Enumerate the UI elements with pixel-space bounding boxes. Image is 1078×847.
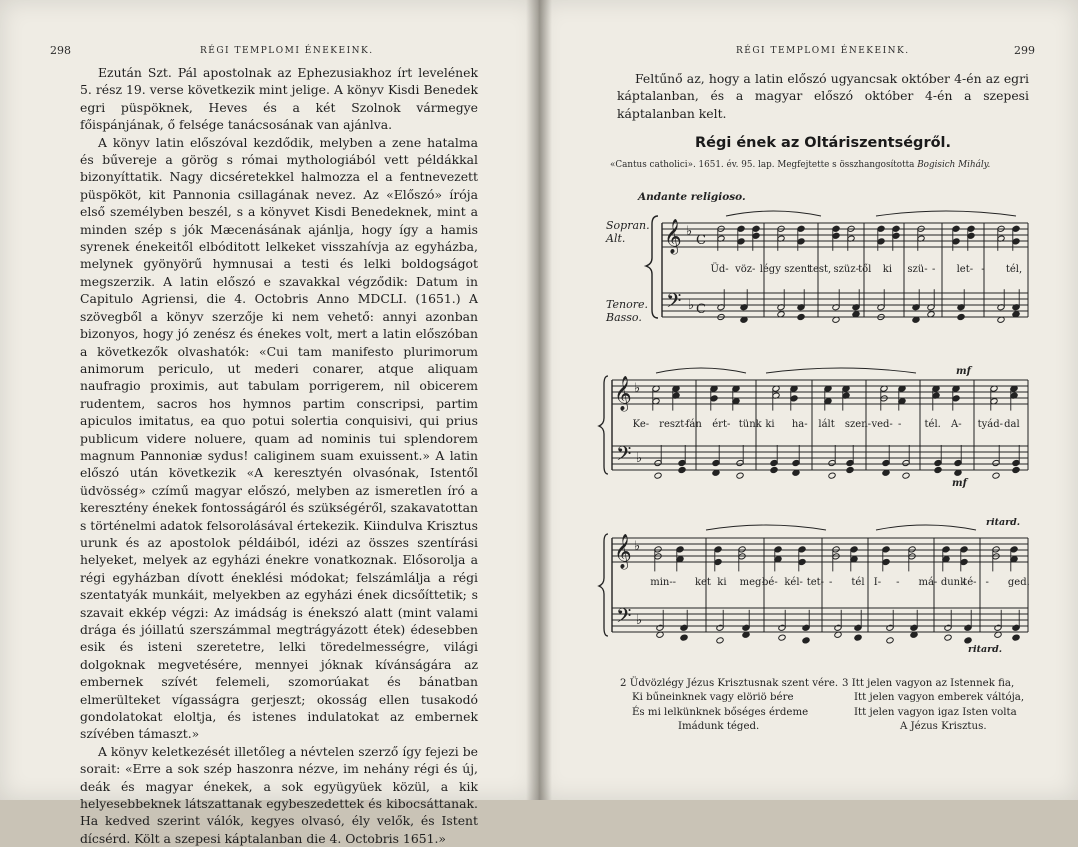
verse-line — [620, 677, 838, 691]
running-head: RÉGI TEMPLOMI ÉNEKEINK. — [736, 46, 910, 56]
treble-clef-icon: 𝄞 — [664, 219, 682, 254]
lyric-syllable: ged. — [1007, 577, 1030, 588]
verse-line: Itt jelen vagyon emberek váltója, — [854, 692, 1025, 704]
lyric-syllable: - — [985, 577, 989, 588]
verse-line: A Jézus Krisztus. — [900, 721, 987, 733]
slur — [726, 211, 821, 216]
score-svg — [596, 180, 1040, 660]
lyric-syllable: tél — [851, 577, 865, 588]
lyric-syllable: - — [829, 577, 833, 588]
verse-text: Üdvözlégy Jézus Krisztusnak szent vére. — [629, 678, 839, 689]
note-head — [678, 466, 686, 473]
note-head — [957, 313, 965, 320]
lyric-syllable: Üd- — [710, 264, 729, 275]
verse-line: Imádunk téged. — [678, 721, 760, 733]
system-brace — [599, 376, 608, 474]
music-score — [596, 180, 1040, 660]
note-head — [854, 634, 862, 641]
bass-clef-icon: 𝄢 — [616, 442, 632, 470]
lyric-syllable: tyád- — [977, 419, 1004, 430]
flat-icon: ♭ — [634, 539, 641, 554]
lyric-syllable: vöz- — [735, 264, 756, 275]
paragraph: Ezután Szt. Pál apostolnak az Ephezusiakhoz írt levelének 5. rész 19. verse következik mint jelige. A könyv Kisdi Benedek egri püspöknek, Heves és a két Szolnok vármegye főispánjának, ő felsége tanácsosának van ajánlva. — [80, 65, 478, 133]
flat-icon: ♭ — [636, 451, 643, 466]
lyric-syllable: test, — [808, 264, 832, 275]
lyric-syllable: ki — [765, 419, 775, 430]
note-head — [797, 313, 805, 320]
slur — [876, 525, 976, 530]
verse-number: 3 — [842, 678, 849, 689]
source-line — [610, 160, 1040, 170]
time-signature: C — [696, 302, 706, 317]
lyric-syllable: légy — [759, 264, 781, 275]
note-head — [654, 472, 662, 479]
left-page — [0, 0, 538, 846]
note-head — [1012, 634, 1020, 641]
lyric-syllable: ki — [882, 264, 893, 275]
lyric-syllable: - — [896, 577, 900, 588]
source-text: «Cantus catholici». 1651. év. 95. lap. Megfejtette s összhangosította — [610, 160, 915, 170]
note-head — [716, 637, 724, 644]
lyric-syllable: szen- — [844, 419, 872, 430]
note-head — [846, 466, 854, 473]
lyric-syllable: má- — [918, 577, 938, 588]
tempo-marking: ritard. — [968, 644, 1003, 655]
lyric-syllable: ha- — [791, 419, 808, 430]
intro-paragraph: Feltűnő az, hogy a latin előszó ugyancsak október 4-én az egri káptalanban, és a magyar előszó október 4-én a szepesi káptalanban kelt. — [617, 71, 1029, 121]
note-head — [1012, 466, 1020, 473]
treble-clef-icon: 𝄞 — [614, 376, 632, 411]
note-head — [992, 472, 1000, 479]
lyric-syllable: - — [932, 264, 936, 275]
lyric-syllable: től — [858, 264, 872, 275]
lyric-syllable: tél, — [1005, 264, 1023, 275]
treble-clef-icon: 𝄞 — [614, 534, 632, 569]
slur — [706, 525, 826, 530]
lyric-syllable: ki — [717, 577, 727, 588]
lyric-syllable: reszt- — [659, 419, 688, 430]
lyric-syllable: ved- — [871, 419, 893, 430]
note-head — [964, 637, 972, 644]
lyric-syllable: fán — [685, 419, 702, 430]
note-head — [902, 472, 910, 479]
verse-line: Ki bűneinknek vagy elöriö bére — [632, 692, 794, 704]
time-signature: C — [696, 233, 706, 248]
system-brace — [599, 534, 608, 636]
lyric-syllable: lált — [818, 419, 835, 430]
voice-label: Alt. — [606, 232, 626, 245]
lyric-syllable: A- — [951, 419, 962, 430]
paragraph: A könyv latin előszóval kezdődik, melyben a zene hatalma és bűvereje a görög s római mythologiából vett példákkal bizonyíttatik. Nagy dicséretekkel halmozza el a fentnevezett püspököt, kit Pannonia csillagának nevez. Az «Előszó» írója első személyben beszél, s a könyvet Kisdi Benedeknek, mint a minden szép s jók Mæcenásának ajánlja, hogy így a hamis syrenek énekeitől elbóditott lelkeket visszahívja az egyházba, melynek gyönyörű hymnusai a testi és lelki boldogságot megszerzik. A latin előszó e szavakkal végződik: Datum in Capitulo Agriensi, die 4. Octobris Anno MDCLI. (1651.) A szövegből a könyv szerzője ki nem vehető: annyi azonban bizonyos, hogy jó zenész és énekes volt, mert a latin előszóban a következők olvashatók: «Cui tam manifesto plurimorum animorum periculo, ut mederi conarer, atque aliquam naufragio proximis, aut tabulam porrigerem, nil obicerem rudentem, sacros hos hymnos partim conscripsi, partim apiculos imitatus, ea quo potui solertia conquisivi, qui prius publicum videre noluere, quam ad nominis tui splendorem magnum Pannoniæ sydus! caliginem suam exuissent.» A latin előszó után következik «A keresztyén olvasónak, Istentől üdvösség» czímű magyar előszó, melyben az ismeretlen író a keresztény énekek fontosságáról és szükségéről, szakavatottan s történelmi adatok felsorolásával értekezik. Kiindulva Krisztus urunk és az apostolok példáiból, idézi az összes szentírási helyeket, melyek az egyházi énekre vonatkoznak. Elősorolja a régi egyházban dívott éneklési módokat; felszámlálja a régi szentatyák munkáit, melyekben az egyházi ének dicsőíttetik; s szavait ekkép végzi: Az imádság is énekszó alatt (mint valami drága és jóillatú szerszámmal megtrágyázott étek) édesebben esik és isteni szeretetre, lelki töredelmességre, világi dolgoknak megvetésére, mennyei jóknak kívánságára az embernek szívét felemeli, szomorúakat és bánatban elmerülteket vígasságra gerjeszt; okosság ellen tusakodó gondolatokat eloltja, és istenes indulatokat az embernek szívében támaszt.» — [80, 134, 478, 742]
flat-icon: ♭ — [688, 298, 695, 313]
verse-3 — [842, 677, 1024, 735]
lyric-syllable: té- — [963, 577, 977, 588]
lyric-syllable: tél. — [924, 419, 941, 430]
bass-clef-icon: 𝄢 — [616, 604, 632, 632]
lyric-syllable: tet- — [806, 577, 825, 588]
voice-label: Sopran. — [606, 219, 650, 232]
slur — [656, 368, 746, 373]
bass-clef-icon: 𝄢 — [666, 289, 682, 317]
lyric-syllable: min- — [650, 577, 673, 588]
verse-text: Itt jelen vagyon az Istennek fia, — [851, 678, 1015, 689]
lyric-syllable: kél- — [784, 577, 803, 588]
verse-line — [842, 677, 1024, 691]
dynamic-marking: mf — [952, 478, 967, 489]
note-head — [736, 472, 744, 479]
lyric-syllable: szent — [784, 264, 812, 275]
slur — [876, 211, 1016, 216]
verse-number: 2 — [620, 678, 627, 689]
lyric-syllable: I- — [873, 577, 882, 588]
tempo-marking: Andante religioso. — [638, 191, 746, 203]
lyric-syllable: ért- — [712, 419, 731, 430]
flat-icon: ♭ — [686, 224, 693, 239]
lyric-syllable: dal — [1004, 419, 1020, 430]
paragraph: A könyv keletkezését illetőleg a névtelen szerző így fejezi be sorait: «Erre a sok szép haszonra nézve, im nehány régi és új, deák és magyar énekek, a sok együgyüek közül, a kik helyesebbeknek látszattanak egybeszedettek és kibocsáttanak. Ha kedved szerint válók, kegyes olvasó, ély velők, és Istent dícsérd. Költ a szepesi káptalanban die 4. Octobris 1651.» — [80, 743, 478, 846]
voice-label: Basso. — [606, 311, 642, 324]
lyric-syllable: tünk — [738, 419, 762, 430]
lyric-syllable: let- — [956, 264, 974, 275]
note-head — [770, 466, 778, 473]
note-head — [680, 634, 688, 641]
lyric-syllable: Ke- — [632, 419, 650, 430]
running-head: RÉGI TEMPLOMI ÉNEKEINK. — [200, 46, 374, 56]
source-author: Bogisich Mihály. — [917, 160, 991, 170]
note-head — [944, 634, 952, 641]
page-number: 298 — [50, 44, 71, 57]
note-head — [934, 466, 942, 473]
voice-label: Tenore. — [606, 298, 648, 311]
lyric-syllable: szü- — [907, 264, 928, 275]
note-head — [778, 634, 786, 641]
book-gutter — [526, 0, 552, 800]
lyric-syllable: szüz- — [833, 264, 860, 275]
note-head — [886, 637, 894, 644]
body-text — [80, 64, 478, 847]
page-number: 299 — [1014, 44, 1035, 57]
verse-2 — [620, 677, 838, 735]
lyric-syllable: - — [981, 264, 985, 275]
lyric-syllable: bé- — [762, 577, 778, 588]
lyric-syllable: dunk — [940, 577, 967, 588]
lyric-syllable: ket — [694, 577, 711, 588]
slur — [766, 368, 916, 373]
verse-line: Itt jelen vagyon igaz Isten volta — [854, 706, 1017, 718]
note-head — [802, 637, 810, 644]
lyric-syllable: - — [897, 419, 902, 430]
flat-icon: ♭ — [636, 613, 643, 628]
dynamic-marking: mf — [956, 366, 971, 377]
song-title: Régi ének az Oltáriszentségről. — [694, 135, 952, 151]
verse-line: És mi lelkünknek bőséges érdeme — [632, 706, 809, 718]
tempo-marking: ritard. — [986, 517, 1021, 528]
flat-icon: ♭ — [634, 381, 641, 396]
lyric-syllable: - — [672, 577, 676, 588]
lyric-syllable: meg- — [739, 577, 765, 588]
note-head — [828, 472, 836, 479]
